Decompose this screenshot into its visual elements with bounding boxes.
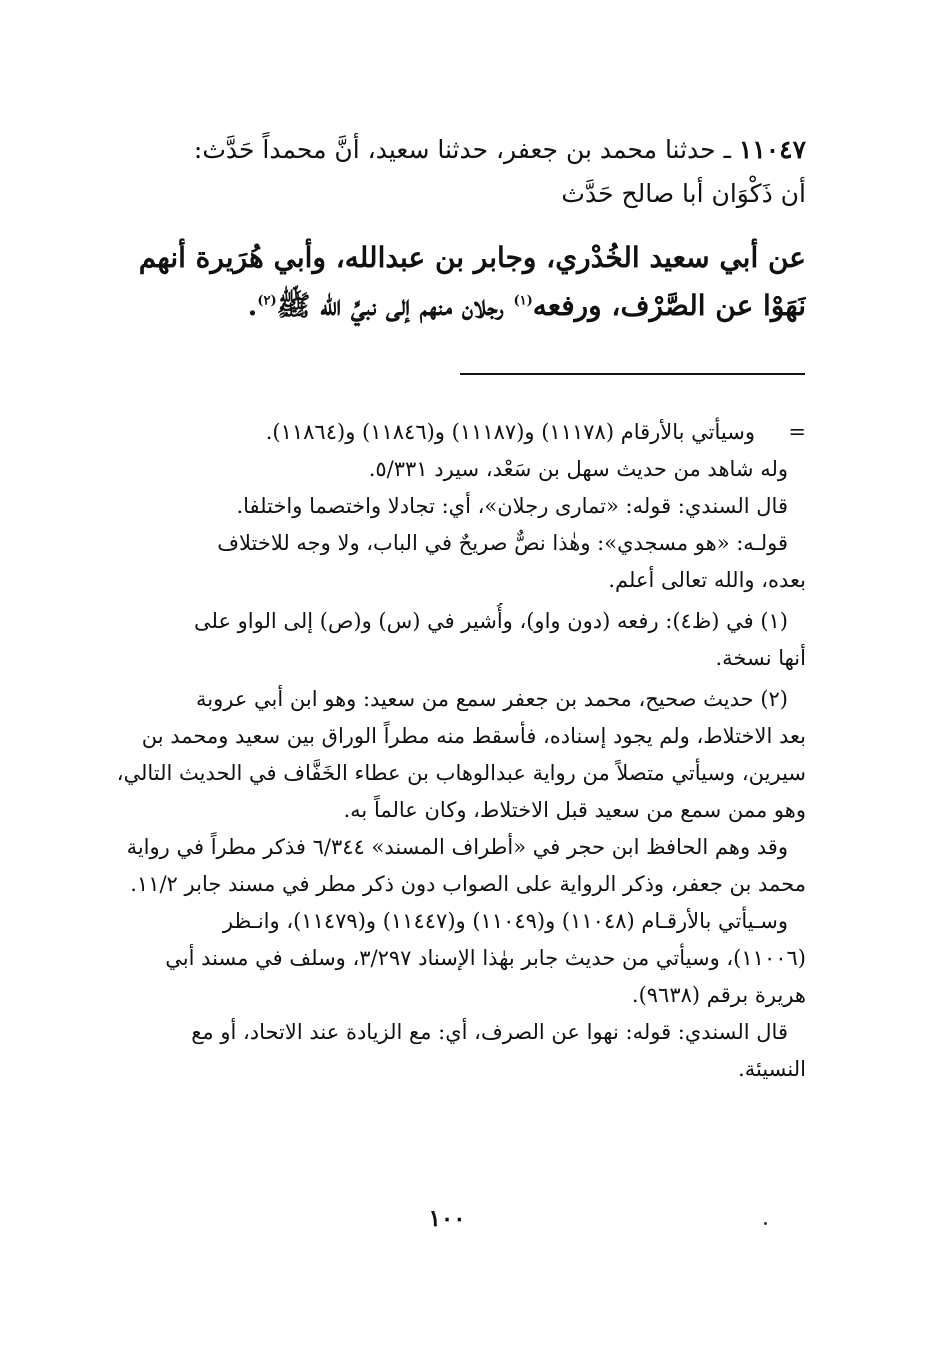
note-line: [108, 903, 806, 940]
note-text: وله شاهد من حديث سهل بن سَعْد، سيرد ٥/٣٣١.: [368, 457, 788, 481]
note-line: [108, 603, 806, 640]
isnad-text-1: ـ حدثنا محمد بن جعفر، حدثنا سعيد، أنَّ محمداً حَدَّث:: [193, 135, 739, 164]
note-text: (٢) حديث صحيح، محمد بن جعفر سمع من سعيد: وهو ابن أبي عروبة: [195, 687, 788, 711]
note-text: وسيأتي بالأرقام (١١١٧٨) و(١١١٨٧) و(١١٨٤٦) و(١١٨٦٤).: [265, 420, 755, 444]
note-line: سيرين، وسيأتي متصلاً من رواية عبدالوهاب بن عطاء الخَفَّاف في الحديث التالي،: [116, 761, 806, 785]
note-text: قال السندي: قوله: نهوا عن الصرف، أي: مع الزيادة عند الاتحاد، أو مع: [191, 1020, 788, 1044]
footnote-2: [108, 681, 806, 1088]
footnote-ref-1[interactable]: (١): [513, 293, 533, 309]
matn-line-2: [108, 282, 806, 330]
footnote-1: [108, 603, 806, 677]
note-line: أنها نسخة.: [715, 646, 806, 670]
note-text: قال السندي: قوله: «تمارى رجلان»، أي: تجادلا واختصما واختلفا.: [236, 494, 788, 518]
note-line: النسيئة.: [738, 1057, 806, 1081]
footnote-continuation: [108, 414, 806, 599]
isnad-line-1: [108, 128, 806, 172]
note-line: [108, 525, 806, 562]
stray-dot: [764, 1222, 767, 1225]
hadith-matn: [108, 234, 806, 330]
footnote-separator: [460, 373, 805, 375]
note-line: [108, 681, 806, 718]
note-line: [108, 451, 806, 488]
matn-text-2b: رجلان منهم إلى نبيِّ الله ﷺ: [276, 289, 514, 322]
note-text: وسـيأتي بالأرقـام (١١٠٤٨) و(١١٠٤٩) و(١١٤٤٧) و(١١٤٧٩)، وانـظر: [222, 909, 788, 933]
note-line: وهو ممن سمع من سعيد قبل الاختلاط، وكان عالماً به.: [343, 798, 806, 822]
note-text: (١) في (ظ٤): رفعه (دون واو)، وأُشير في (س) و(ص) إلى الواو على: [193, 609, 788, 633]
matn-text-2-end: .: [247, 289, 258, 322]
note-line: بعده، والله تعالى أعلم.: [608, 568, 806, 592]
note-line: [108, 414, 806, 451]
footnotes: [108, 414, 806, 1088]
page-number: ١٠٠: [428, 1205, 466, 1232]
note-line: محمد بن جعفر، وذكر الرواية على الصواب دون ذكر مطر في مسند جابر ١١/٢.: [130, 872, 806, 896]
note-line: بعد الاختلاط، ولم يجود إسناده، فأسقط منه مطراً الوراق بين سعيد ومحمد بن: [141, 724, 806, 748]
continuation-marker: =: [788, 420, 806, 444]
note-line: هريرة برقم (٩٦٣٨).: [631, 983, 806, 1007]
footnote-ref-2[interactable]: (٢): [257, 293, 277, 309]
note-line: [108, 829, 806, 866]
matn-text-2a: نَهَوْا عن الصَّرْف، ورفعه: [532, 289, 806, 322]
note-text: وقد وهم الحافظ ابن حجر في «أطراف المسند» ٦/٣٤٤ فذكر مطراً في رواية: [126, 835, 788, 859]
isnad-line-2: أن ذَكْوَان أبا صالح حَدَّث: [561, 179, 806, 208]
note-line: [108, 1014, 806, 1051]
note-line: [108, 488, 806, 525]
hadith-isnad: [108, 128, 806, 216]
matn-line-1: عن أبي سعيد الخُدْري، وجابر بن عبدالله، وأبي هُرَيرة أنهم: [138, 241, 806, 274]
note-line: (١١٠٠٦)، وسيأتي من حديث جابر بهٰذا الإسناد ٣/٢٩٧، وسلف في مسند أبي: [165, 946, 806, 970]
hadith-number: ١١٠٤٧: [738, 135, 806, 164]
note-text: قولـه: «هو مسجدي»: وهٰذا نصٌّ صريحٌ في الباب، ولا وجه للاختلاف: [217, 531, 788, 555]
